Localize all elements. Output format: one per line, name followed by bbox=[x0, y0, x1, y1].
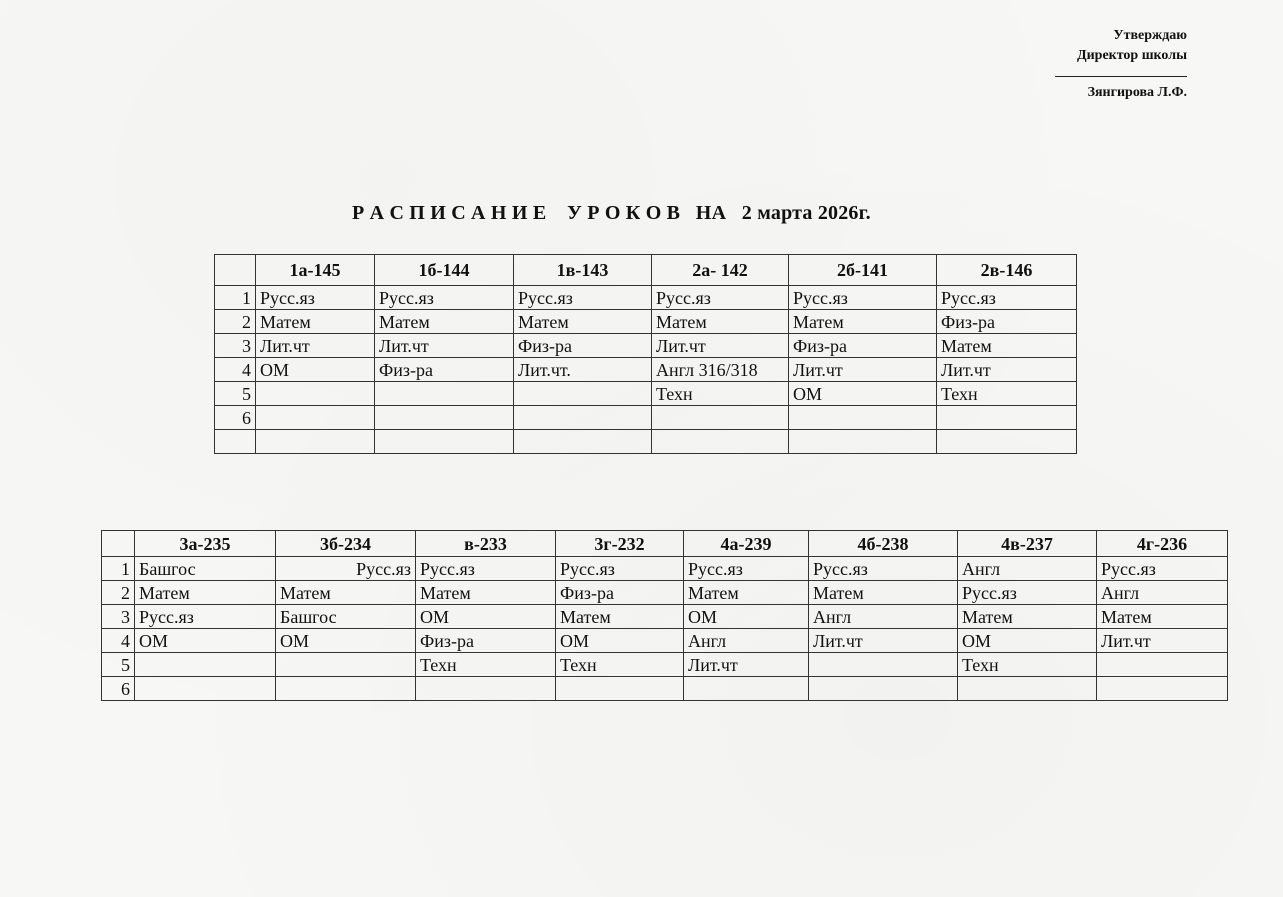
lesson-number: 3 bbox=[215, 334, 256, 358]
subject-cell: Англ bbox=[958, 557, 1097, 581]
subject-cell bbox=[514, 382, 652, 406]
subject-cell: Матем bbox=[652, 310, 789, 334]
subject-cell: ОМ bbox=[256, 358, 375, 382]
table-row bbox=[102, 557, 1228, 581]
subject-cell: Лит.чт. bbox=[514, 358, 652, 382]
subject-cell: ОМ bbox=[789, 382, 937, 406]
subject-cell: Лит.чт bbox=[1097, 629, 1228, 653]
approval-caption: Утверждаю bbox=[1113, 28, 1187, 43]
subject-cell: Физ-ра bbox=[789, 334, 937, 358]
subject-cell: Матем bbox=[937, 334, 1077, 358]
table-row bbox=[215, 382, 1077, 406]
subject-cell: Англ 316/318 bbox=[652, 358, 789, 382]
subject-cell: Матем bbox=[416, 581, 556, 605]
subject-cell bbox=[789, 430, 937, 454]
subject-cell bbox=[958, 677, 1097, 701]
subject-cell: Техн bbox=[556, 653, 684, 677]
lesson-number: 3 bbox=[102, 605, 135, 629]
lesson-number: 4 bbox=[102, 629, 135, 653]
subject-cell: ОМ bbox=[556, 629, 684, 653]
class-column-header: 3б-234 bbox=[276, 531, 416, 557]
subject-cell bbox=[276, 677, 416, 701]
subject-cell bbox=[256, 430, 375, 454]
subject-cell: Физ-ра bbox=[556, 581, 684, 605]
subject-cell: Русс.яз bbox=[958, 581, 1097, 605]
lesson-number: 5 bbox=[215, 382, 256, 406]
lesson-number: 2 bbox=[215, 310, 256, 334]
subject-cell bbox=[937, 430, 1077, 454]
subject-cell: Матем bbox=[1097, 605, 1228, 629]
schedule-table-grades-1-2 bbox=[214, 254, 1077, 454]
subject-cell: Англ bbox=[809, 605, 958, 629]
subject-cell: Физ-ра bbox=[937, 310, 1077, 334]
subject-cell: Физ-ра bbox=[375, 358, 514, 382]
subject-cell: Русс.яз bbox=[256, 286, 375, 310]
subject-cell: Матем bbox=[809, 581, 958, 605]
subject-cell: Лит.чт bbox=[684, 653, 809, 677]
signature-line bbox=[1055, 76, 1187, 77]
subject-cell bbox=[514, 406, 652, 430]
lesson-number: 6 bbox=[102, 677, 135, 701]
subject-cell: Матем bbox=[958, 605, 1097, 629]
subject-cell: Русс.яз bbox=[276, 557, 416, 581]
subject-cell bbox=[652, 406, 789, 430]
subject-cell: Лит.чт bbox=[652, 334, 789, 358]
class-column-header: 2б-141 bbox=[789, 255, 937, 286]
class-column-header: 3г-232 bbox=[556, 531, 684, 557]
subject-cell: Лит.чт bbox=[256, 334, 375, 358]
subject-cell bbox=[514, 430, 652, 454]
table-header-row bbox=[215, 255, 1077, 286]
subject-cell bbox=[809, 677, 958, 701]
subject-cell: ОМ bbox=[276, 629, 416, 653]
class-column-header: 1б-144 bbox=[375, 255, 514, 286]
table-row bbox=[102, 653, 1228, 677]
subject-cell bbox=[556, 677, 684, 701]
subject-cell: Англ bbox=[684, 629, 809, 653]
subject-cell: Матем bbox=[135, 581, 276, 605]
approval-position: Директор школы bbox=[1076, 48, 1187, 63]
class-column-header: 1в-143 bbox=[514, 255, 652, 286]
subject-cell: Лит.чт bbox=[789, 358, 937, 382]
subject-cell bbox=[375, 430, 514, 454]
class-column-header: 4в-237 bbox=[958, 531, 1097, 557]
subject-cell: Башгос bbox=[276, 605, 416, 629]
class-column-header: 3а-235 bbox=[135, 531, 276, 557]
class-column-header: 2в-146 bbox=[937, 255, 1077, 286]
lesson-number: 4 bbox=[215, 358, 256, 382]
subject-cell: Русс.яз bbox=[416, 557, 556, 581]
subject-cell: Русс.яз bbox=[1097, 557, 1228, 581]
subject-cell: Русс.яз bbox=[684, 557, 809, 581]
subject-cell bbox=[135, 653, 276, 677]
subject-cell bbox=[256, 406, 375, 430]
document-title: Р А С П И С А Н И Е У Р О К О В НА 2 марта 2026г. bbox=[352, 202, 871, 224]
subject-cell bbox=[1097, 653, 1228, 677]
subject-cell bbox=[652, 430, 789, 454]
subject-cell bbox=[135, 677, 276, 701]
subject-cell: Техн bbox=[416, 653, 556, 677]
table-header-row bbox=[102, 531, 1228, 557]
subject-cell: Русс.яз bbox=[789, 286, 937, 310]
subject-cell: Матем bbox=[514, 310, 652, 334]
subject-cell: ОМ bbox=[135, 629, 276, 653]
subject-cell: Физ-ра bbox=[514, 334, 652, 358]
subject-cell: Русс.яз bbox=[135, 605, 276, 629]
schedule-table-grades-3-4 bbox=[101, 530, 1228, 701]
subject-cell: ОМ bbox=[684, 605, 809, 629]
subject-cell: Лит.чт bbox=[375, 334, 514, 358]
table-row bbox=[215, 310, 1077, 334]
class-column-header: 4а-239 bbox=[684, 531, 809, 557]
subject-cell bbox=[375, 382, 514, 406]
table-row bbox=[215, 358, 1077, 382]
subject-cell: Матем bbox=[556, 605, 684, 629]
subject-cell: Матем bbox=[789, 310, 937, 334]
subject-cell: Техн bbox=[958, 653, 1097, 677]
subject-cell: Техн bbox=[652, 382, 789, 406]
subject-cell: Русс.яз bbox=[556, 557, 684, 581]
class-column-header: в-233 bbox=[416, 531, 556, 557]
lesson-number: 6 bbox=[215, 406, 256, 430]
subject-cell: Англ bbox=[1097, 581, 1228, 605]
subject-cell bbox=[684, 677, 809, 701]
subject-cell: Матем bbox=[375, 310, 514, 334]
subject-cell bbox=[375, 406, 514, 430]
class-column-header: 4г-236 bbox=[1097, 531, 1228, 557]
table-row bbox=[215, 406, 1077, 430]
class-column-header: 4б-238 bbox=[809, 531, 958, 557]
subject-cell: Техн bbox=[937, 382, 1077, 406]
table-row bbox=[102, 581, 1228, 605]
table-row bbox=[215, 334, 1077, 358]
lesson-number: 5 bbox=[102, 653, 135, 677]
subject-cell bbox=[937, 406, 1077, 430]
subject-cell: Лит.чт bbox=[809, 629, 958, 653]
subject-cell: Физ-ра bbox=[416, 629, 556, 653]
class-column-header: 1а-145 bbox=[256, 255, 375, 286]
subject-cell: Русс.яз bbox=[514, 286, 652, 310]
subject-cell bbox=[276, 653, 416, 677]
table-row bbox=[102, 629, 1228, 653]
subject-cell: ОМ bbox=[416, 605, 556, 629]
subject-cell: Русс.яз bbox=[652, 286, 789, 310]
subject-cell: Лит.чт bbox=[937, 358, 1077, 382]
subject-cell bbox=[789, 406, 937, 430]
lesson-number: 1 bbox=[215, 286, 256, 310]
subject-cell bbox=[809, 653, 958, 677]
subject-cell bbox=[1097, 677, 1228, 701]
table-row bbox=[215, 286, 1077, 310]
subject-cell: Матем bbox=[276, 581, 416, 605]
class-column-header: 2а- 142 bbox=[652, 255, 789, 286]
subject-cell bbox=[416, 677, 556, 701]
subject-cell: Башгос bbox=[135, 557, 276, 581]
approval-signatory-name: Зянгирова Л.Ф. bbox=[1087, 85, 1187, 100]
subject-cell: Русс.яз bbox=[809, 557, 958, 581]
lesson-number-header bbox=[215, 255, 256, 286]
subject-cell bbox=[256, 382, 375, 406]
lesson-number: 2 bbox=[102, 581, 135, 605]
subject-cell: Русс.яз bbox=[375, 286, 514, 310]
subject-cell: Матем bbox=[684, 581, 809, 605]
subject-cell: ОМ bbox=[958, 629, 1097, 653]
approval-block bbox=[1055, 26, 1187, 103]
table-row bbox=[102, 677, 1228, 701]
subject-cell: Русс.яз bbox=[937, 286, 1077, 310]
lesson-number: 1 bbox=[102, 557, 135, 581]
lesson-number-header bbox=[102, 531, 135, 557]
table-row bbox=[215, 430, 1077, 454]
table-row bbox=[102, 605, 1228, 629]
subject-cell: Матем bbox=[256, 310, 375, 334]
lesson-number bbox=[215, 430, 256, 454]
